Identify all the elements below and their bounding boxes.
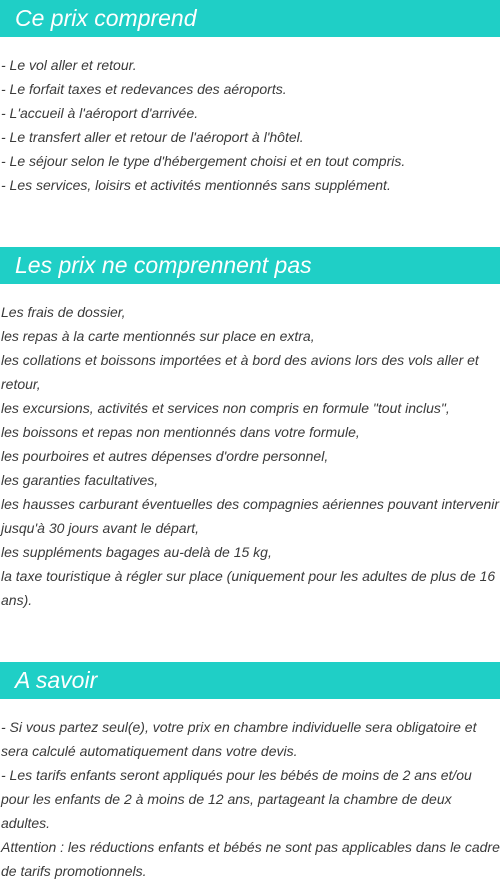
section-title-good-to-know: A savoir — [0, 662, 500, 699]
list-item: les repas à la carte mentionnés sur place en extra, — [1, 328, 315, 344]
list-item: Les frais de dossier, — [1, 304, 126, 320]
not-included-list — [0, 300, 500, 612]
list-item: les suppléments bagages au-delà de 15 kg, — [1, 544, 272, 560]
list-item: - Le transfert aller et retour de l'aéroport à l'hôtel. — [1, 129, 304, 145]
list-item: - Si vous partez seul(e), votre prix en chambre individuelle sera obligatoire et sera calculé automatiquement dans votre devis. — [1, 719, 477, 759]
included-list — [0, 53, 500, 197]
list-item: les collations et boissons importées et à bord des avions lors des vols aller et retour, — [1, 352, 479, 392]
list-item: - Le forfait taxes et redevances des aéroports. — [1, 81, 287, 97]
good-to-know-list — [0, 715, 500, 883]
list-item: - Le vol aller et retour. — [1, 57, 137, 73]
list-item: les pourboires et autres dépenses d'ordre personnel, — [1, 448, 329, 464]
list-item: les excursions, activités et services non compris en formule "tout inclus", — [1, 400, 450, 416]
list-item: Attention : les réductions enfants et bébés ne sont pas applicables dans le cadre de tarifs promotionnels. — [1, 839, 500, 879]
list-item: les hausses carburant éventuelles des compagnies aériennes pouvant intervenir jusqu'à 30 jours avant le départ, — [1, 496, 500, 536]
section-title-included: Ce prix comprend — [0, 0, 500, 37]
list-item: les boissons et repas non mentionnés dans votre formule, — [1, 424, 360, 440]
section-title-not-included: Les prix ne comprennent pas — [0, 247, 500, 284]
list-item: les garanties facultatives, — [1, 472, 159, 488]
list-item: - Les tarifs enfants seront appliqués pour les bébés de moins de 2 ans et/ou pour les enfants de 2 à moins de 12 ans, partageant la chambre de deux adultes. — [1, 767, 472, 831]
list-item: - L'accueil à l'aéroport d'arrivée. — [1, 105, 199, 121]
list-item: - Les services, loisirs et activités mentionnés sans supplément. — [1, 177, 391, 193]
list-item: la taxe touristique à régler sur place (uniquement pour les adultes de plus de 16 ans). — [1, 568, 496, 608]
list-item: - Le séjour selon le type d'hébergement choisi et en tout compris. — [1, 153, 406, 169]
